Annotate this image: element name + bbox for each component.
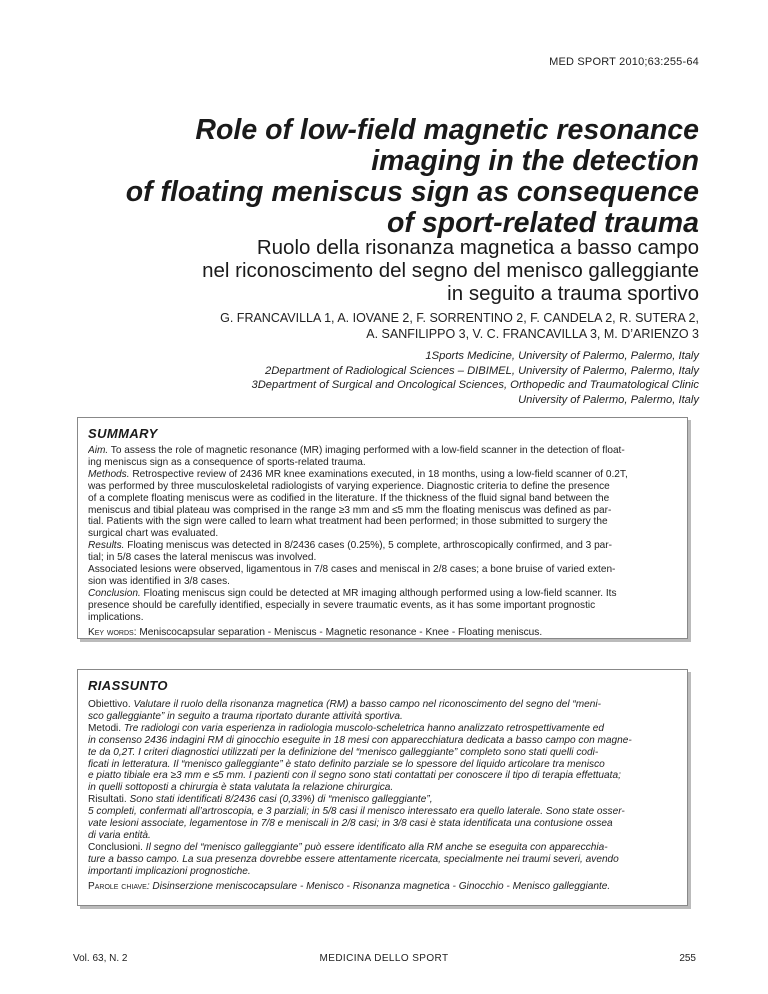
conclusion-label: Conclusion. [88,587,141,599]
riassunto-line: ficati in letteratura. Il “menisco galleggiante” è stato definito parziale se lo spessore del liquido articolare tra menisco [88,758,605,770]
title-line: of floating meniscus sign as consequence [125,176,699,208]
metodi-text: Tre radiologi con varia esperienza in radiologia muscolo-scheletrica hanno analizzato retrospettivamente ed [121,722,605,734]
summary-line: sion was identified in 3/8 cases. [88,575,230,587]
summary-line: meniscus and tibial plateau was comprised in the range ≥3 mm and ≤5 mm the floating meniscus was defined as par- [88,504,612,516]
summary-heading: SUMMARY [88,426,158,441]
methods-text: Retrospective review of 2436 MR knee examinations executed, in 18 months, using a low-field scanner of 0.2T, [129,468,628,480]
riassunto-line: importanti implicazioni prognostiche. [88,865,251,877]
conclusioni-label: Conclusioni. [88,841,143,853]
riassunto-obiettivo [88,699,677,711]
summary-line: surgical chart was evaluated. [88,528,219,540]
author-list [79,310,699,342]
summary-results [88,540,677,552]
results-text: Floating meniscus was detected in 8/2436 cases (0.25%), 5 complete, arthroscopically confirmed, and 3 par- [124,540,613,552]
affiliation-list [39,349,699,407]
riassunto-parole-chiave [88,881,677,893]
keywords-text: : Meniscocapsular separation - Meniscus - Magnetic resonance - Knee - Floating meniscus. [133,626,543,638]
conclusion-text: Floating meniscus sign could be detected at MR imaging although performed using a low-field scanner. Its [140,587,617,599]
riassunto-conclusioni [88,842,677,854]
obiettivo-label: Obiettivo. [88,699,131,710]
riassunto-line: di varia entità. [88,829,151,841]
affiliation-line: 1Sports Medicine, University of Palermo, Palermo, Italy [425,350,699,362]
summary-aim [88,445,677,457]
riassunto-line: vate lesioni associate, legamentose in 7/8 e meniscali in 2/8 casi; in 3/8 casi è stata identificata una contusione ossea [88,818,613,830]
summary-line: of a complete floating meniscus were as codified in the literature. If the thickness of the fluid signal band between the [88,492,610,504]
riassunto-box [77,669,688,906]
subtitle-line: nel riconoscimento del segno del menisco galleggiante [202,259,699,282]
subtitle-line: Ruolo della risonanza magnetica a basso campo [256,236,699,259]
methods-label: Methods. [88,468,130,480]
parole-label: Parole chiave [88,880,147,892]
article-subtitle [79,236,699,305]
risultati-label: Risultati. [88,794,127,806]
obiettivo-text: Valutare il ruolo della risonanza magnetica (RM) a basso campo nel riconoscimento del segno del “meni- [130,699,601,710]
riassunto-line: in consenso 2436 indagini RM di ginocchio eseguite in 18 mesi con apparecchiatura dedicata a basso campo con magne- [88,734,632,746]
summary-line: presence should be carefully identified, especially in severe traumatic events, as it has some important prognostic [88,599,596,611]
summary-line: tial; in 5/8 cases the lateral meniscus was involved. [88,552,317,564]
affiliation-line: University of Palermo, Palermo, Italy [518,393,699,406]
conclusioni-text: Il segno del “menisco galleggiante” può essere identificato alla RM anche se eseguita con apparecchia- [142,841,608,853]
summary-line: was performed by three musculoskeletal radiologists of varying experience. Diagnostic criteria to define the presence [88,480,610,492]
summary-methods [88,469,677,481]
affiliation-line: 3Department of Surgical and Oncological Sciences, Orthopedic and Traumatological Clinic [251,379,699,391]
metodi-label: Metodi. [88,722,122,734]
summary-line: implications. [88,611,144,623]
keywords-label: Key words [88,626,134,638]
riassunto-line: ture a basso campo. La sua presenza dovrebbe essere attentamente ricercata, specialmente nei traumi severi, avendo [88,853,619,865]
footer-page-number: 255 [679,953,696,964]
riassunto-heading: RIASSUNTO [88,678,168,693]
riassunto-line: sco galleggiante” in seguito a trauma riportato durante attività sportiva. [88,710,403,722]
riassunto-line: te da 0,2T. I criteri diagnostici utilizzati per la definizione del “menisco galleggiante” completo sono stati quelli codi- [88,746,599,758]
summary-line: tial. Patients with the sign were called to learn what treatment had been performed; in those submitted to surgery the [88,516,608,528]
journal-reference: MED SPORT 2010;63:255-64 [549,56,699,68]
riassunto-line: in quelli sottoposti a chirurgia è stata valutata la relazione chirurgica. [88,782,394,794]
aim-text: To assess the role of magnetic resonance (MR) imaging performed with a low-field scanner in the detection of float- [108,445,625,456]
author-line: G. FRANCAVILLA 1, A. IOVANE 2, F. SORRENTINO 2, F. CANDELA 2, R. SUTERA 2, [220,311,699,325]
footer-journal: MEDICINA DELLO SPORT [319,953,449,964]
parole-text: : Disinserzione meniscocapsulare - Menisco - Risonanza magnetica - Ginocchio - Menisco galleggiante. [146,880,611,892]
aim-label: Aim. [88,445,109,456]
summary-line: ing meniscus sign as a consequence of sports-related trauma. [88,456,366,468]
summary-keywords [88,627,677,639]
summary-line: Associated lesions were observed, ligamentous in 7/8 cases and meniscal in 2/8 cases; a bone bruise of varied exten- [88,564,616,576]
results-label: Results. [88,540,125,552]
subtitle-line: in seguito a trauma sportivo [447,282,699,305]
risultati-text: Sono stati identificati 8/2436 casi (0,33%) di “menisco galleggiante”, [126,794,433,806]
title-line: imaging in the detection [371,145,699,177]
author-line: A. SANFILIPPO 3, V. C. FRANCAVILLA 3, M. D’ARIENZO 3 [366,327,699,341]
footer-volume: Vol. 63, N. 2 [73,953,128,964]
riassunto-metodi [88,723,677,735]
affiliation-line: 2Department of Radiological Sciences – DIBIMEL, University of Palermo, Palermo, Italy [264,364,699,377]
article-title [79,115,699,239]
summary-conclusion [88,588,677,600]
riassunto-line: e piatto tibiale era ≥3 mm e ≤5 mm. I pazienti con il segno sono stati contattati per conoscere il tipo di terapia effettuata; [88,770,621,782]
title-line: of sport-related trauma [387,207,699,239]
title-line: Role of low-field magnetic resonance [195,114,699,146]
riassunto-risultati [88,794,677,806]
riassunto-line: 5 completi, confermati all’artroscopia, e 3 parziali; in 5/8 casi il menisco interessato era quello laterale. Sono state osser- [88,806,625,818]
summary-box [77,417,688,639]
